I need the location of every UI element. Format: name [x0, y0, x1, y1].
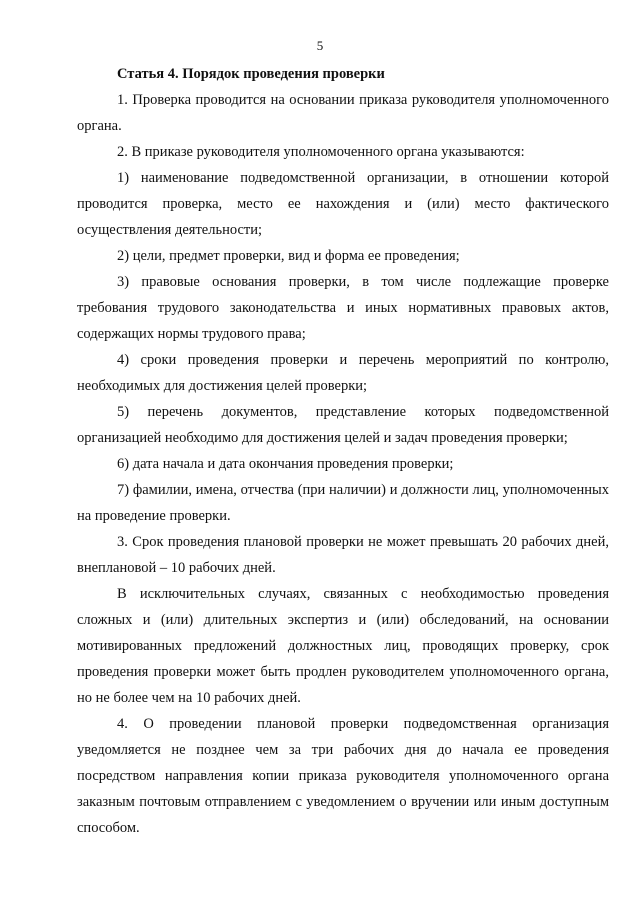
paragraph-1: 1. Проверка проводится на основании приказа руководителя уполномоченного органа.: [77, 92, 609, 134]
document-body: [77, 61, 609, 841]
list-item-2: 2) цели, предмет проверки, вид и форма ее проведения;: [117, 248, 460, 264]
list-item-1: 1) наименование подведомственной организации, в отношении которой проводится проверка, место ее нахождения и (или) место фактического осуществления деятельности;: [77, 170, 609, 238]
paragraph-4: 4. О проведении плановой проверки подведомственная организация уведомляется не позднее чем за три рабочих дня до начала ее проведения посредством направления копии приказа руководителя уполномоченного органа заказным почтовым отправлением с уведомлением о вручении или иным доступным способом.: [77, 716, 609, 836]
list-item-6: 6) дата начала и дата окончания проведения проверки;: [117, 456, 454, 472]
article-title: Статья 4. Порядок проведения проверки: [117, 66, 385, 82]
list-item-3: 3) правовые основания проверки, в том числе подлежащие проверке требования трудового законодательства и иных нормативных правовых актов, содержащих нормы трудового права;: [77, 274, 609, 342]
list-item-7: 7) фамилии, имена, отчества (при наличии) и должности лиц, уполномоченных на проведение проверки.: [77, 482, 609, 524]
paragraph-2: 2. В приказе руководителя уполномоченного органа указываются:: [117, 144, 525, 160]
page-number: 5: [316, 38, 324, 53]
list-item-4: 4) сроки проведения проверки и перечень мероприятий по контролю, необходимых для достижения целей проверки;: [77, 352, 609, 394]
paragraph-3: 3. Срок проведения плановой проверки не может превышать 20 рабочих дней, внеплановой – 10 рабочих дней.: [77, 534, 609, 576]
paragraph-exceptions: В исключительных случаях, связанных с необходимостью проведения сложных и (или) длительных экспертиз и (или) обследований, на основании мотивированных предложений должностных лиц, проводящих проверку, срок проведения проверки может быть продлен руководителем уполномоченного органа, но не более чем на 10 рабочих дней.: [77, 586, 609, 706]
list-item-5: 5) перечень документов, представление которых подведомственной организацией необходимо для достижения целей и задач проведения проверки;: [77, 404, 609, 446]
